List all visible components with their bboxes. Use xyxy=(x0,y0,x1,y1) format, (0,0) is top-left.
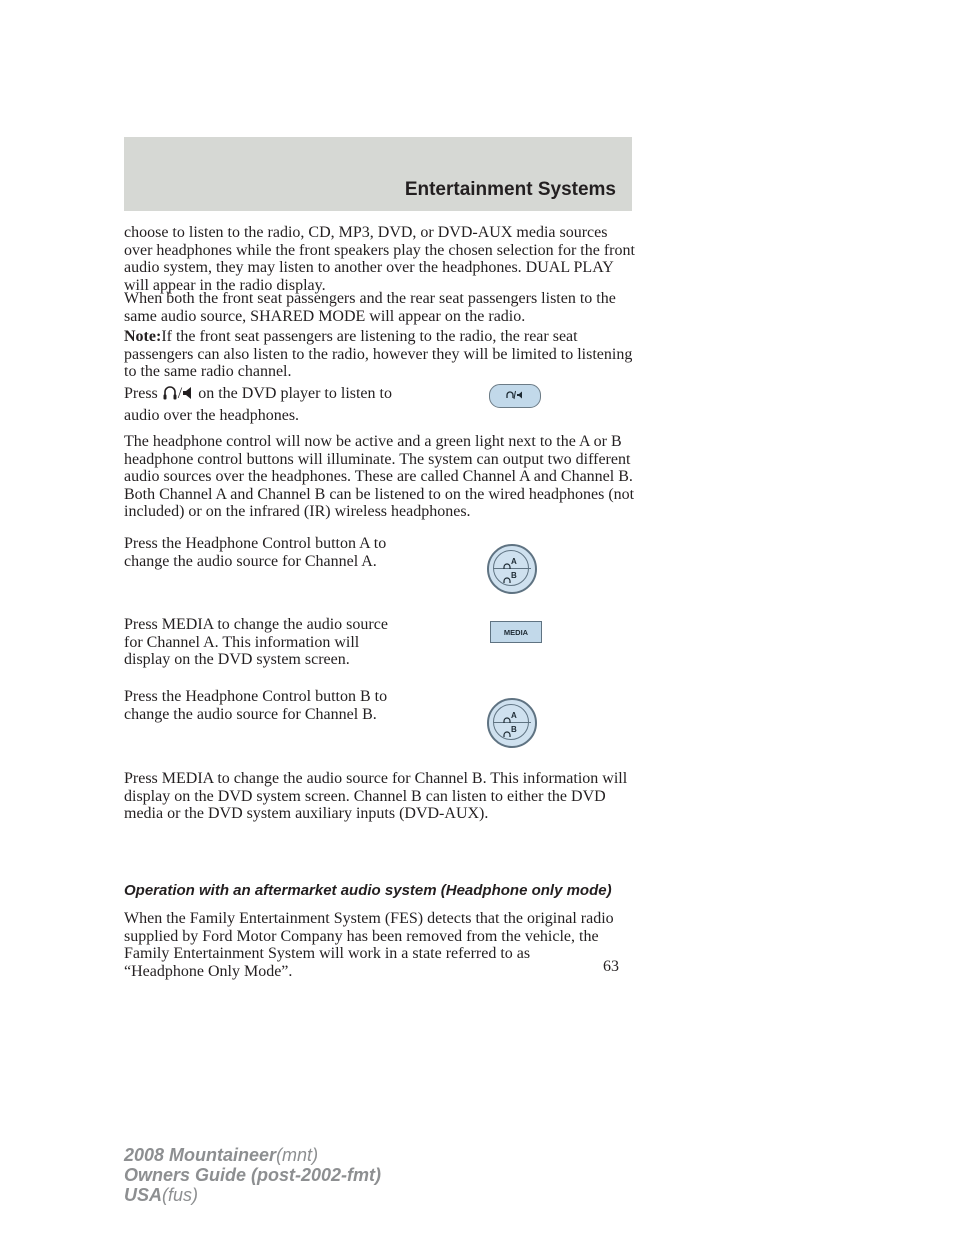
headphone-control-knob-a[interactable] xyxy=(487,544,537,594)
press-suffix: on the DVD player to listen to audio over the headphones. xyxy=(124,385,392,424)
section-title: Entertainment Systems xyxy=(404,179,616,200)
headphone-control-knob-b[interactable] xyxy=(487,698,537,748)
headphone-icon xyxy=(503,571,511,589)
paragraph-media-b: Press MEDIA to change the audio source for Channel B. This information will display on the DVD system screen. Channel B can listen to either the DVD media or the DVD system auxiliary inputs (DVD-AUX). xyxy=(124,770,628,822)
paragraph-headphone-control: The headphone control will now be active and a green light next to the A or B headphone control buttons will illuminate. The system can output two different audio sources over the headphones. These are called Channel A and Channel B. Both Channel A and Channel B can be listened to on the wired headphones (not included) or on the infrared (IR) wireless headphones. xyxy=(124,433,635,520)
footer-market-code: (fus) xyxy=(162,1185,199,1205)
paragraph-media-a: Press MEDIA to change the audio source for Channel A. This information will display on the DVD system screen. xyxy=(124,616,388,668)
knob-label-b: B xyxy=(511,571,517,580)
knob-label-a: A xyxy=(511,557,517,566)
media-button[interactable]: MEDIA xyxy=(490,621,542,643)
paragraph-press-headphone xyxy=(124,384,394,425)
headphone-speaker-button[interactable] xyxy=(489,384,541,408)
paragraph-headphone-only-mode: When the Family Entertainment System (FES) detects that the original radio supplied by Ford Motor Company has been removed from the vehicle, the Family Entertainment System will work in a state referred to as “Headphone Only Mode”. xyxy=(124,910,614,980)
paragraph-shared-mode: When both the front seat passengers and the rear seat passengers listen to the same audio source, SHARED MODE will appear on the radio. xyxy=(124,290,616,325)
section-subheading: Operation with an aftermarket audio system (Headphone only mode) xyxy=(124,882,612,899)
press-slash: / xyxy=(177,385,183,402)
footer-model: 2008 Mountaineer xyxy=(124,1145,277,1165)
header-band xyxy=(124,137,632,211)
knob-label-b: B xyxy=(511,725,517,734)
page-number: 63 xyxy=(603,958,619,975)
paragraph-button-b: Press the Headphone Control button B to change the audio source for Channel B. xyxy=(124,688,388,723)
footer-market: USA xyxy=(124,1185,163,1205)
headphone-icon xyxy=(503,725,511,743)
footer-guide: Owners Guide (post-2002-fmt) xyxy=(124,1165,382,1185)
headphone-speaker-icon xyxy=(505,387,525,405)
paragraph-button-a: Press the Headphone Control button A to change the audio source for Channel A. xyxy=(124,535,387,570)
paragraph-note xyxy=(124,328,636,381)
paragraph-dual-play: choose to listen to the radio, CD, MP3, DVD, or DVD-AUX media sources over headphones while the front speakers play the chosen selection for the front audio system, they may listen to another over the headphones. DUAL PLAY will appear in the radio display. xyxy=(124,224,635,294)
note-label: Note: xyxy=(124,328,162,345)
headphone-icon xyxy=(162,385,178,406)
press-prefix: Press xyxy=(124,385,158,402)
note-text: If the front seat passengers are listening to the radio, the rear seat passengers can also listen to the radio, however they will be limited to listening to the same radio channel. xyxy=(124,328,633,380)
knob-label-a: A xyxy=(511,711,517,720)
footer-model-code: (mnt) xyxy=(276,1145,319,1165)
document-footer xyxy=(124,1145,381,1205)
speaker-icon xyxy=(182,385,194,406)
